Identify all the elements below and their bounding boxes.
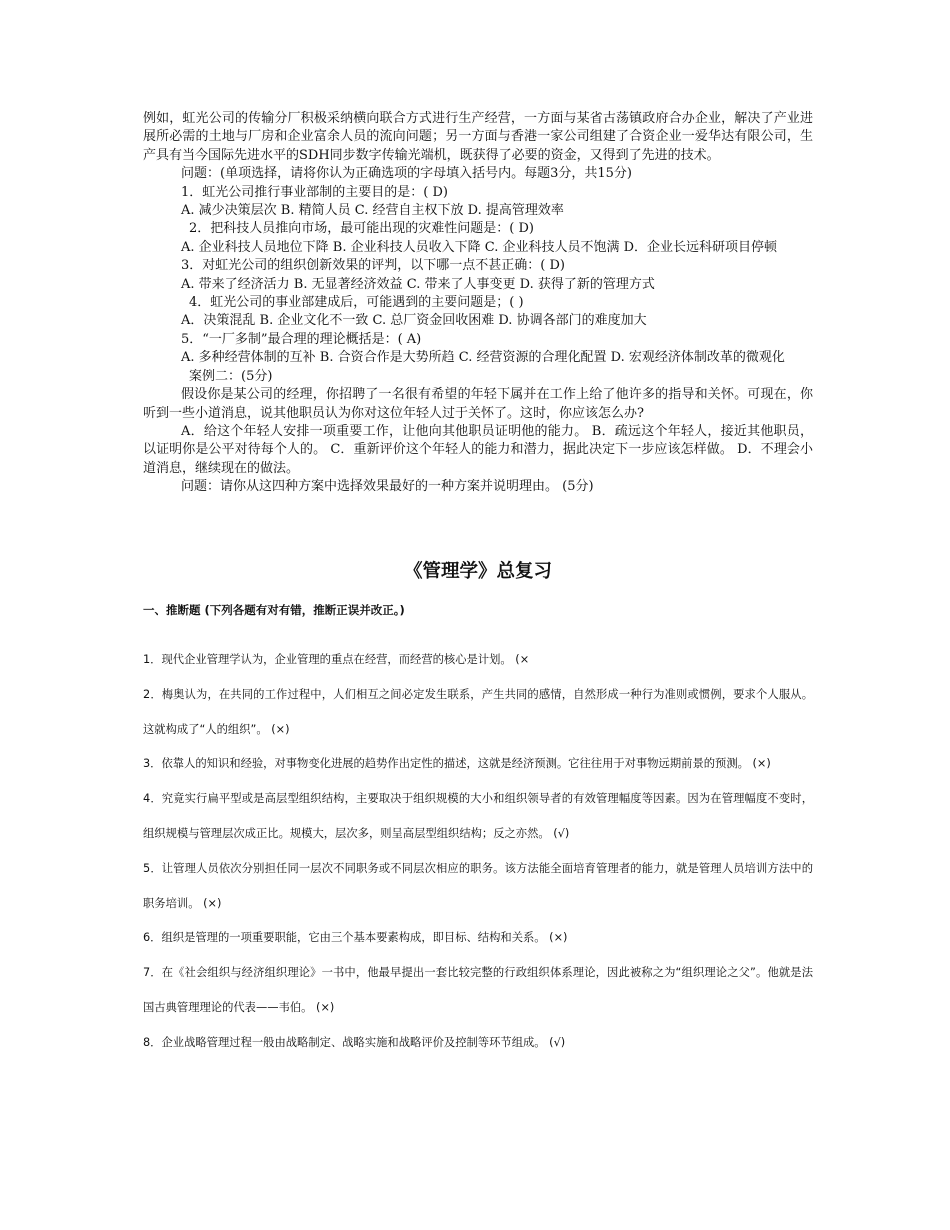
judgement-list [143, 643, 813, 1061]
question-4: 4．虹光公司的事业部建成后，可能遇到的主要问题是；( ) [189, 295, 524, 311]
list-item: 5．让管理人员依次分别担任同一层次不同职务或不同层次相应的职务。该方法能全面培育管理者的能力，就是管理人员培训方法中的职务培训。 (×) [143, 861, 813, 910]
question-5-options: A. 多种经营体制的互补 B. 合资合作是大势所趋 C. 经营资源的合理化配置 D. 宏观经济体制改革的微观化 [181, 350, 785, 366]
question-4-options: A．决策混乱 B. 企业文化不一致 C. 总厂资金回收困难 D. 协调各部门的难度加大 [181, 313, 647, 329]
case-two-question: 问题：请你从这四种方案中选择效果最好的一种方案并说明理由。 (5分) [181, 479, 594, 495]
list-item: 4．究竟实行扁平型或是高层型组织结构，主要取决于组织规模的大小和组织领导者的有效管理幅度等因素。因为在管理幅度不变时，组织规模与管理层次成正比。规模大，层次多，则呈高层型组织结构；反之亦然。 (√) [143, 792, 813, 840]
list-item: 6．组织是管理的一项重要职能，它由三个基本要素构成，即目标、结构和关系。 (×) [143, 931, 568, 945]
list-item: 1．现代企业管理学认为，企业管理的重点在经营，而经营的核心是计划。 (× [143, 653, 530, 666]
question-2-options: A. 企业科技人员地位下降 B. 企业科技人员收入下降 C. 企业科技人员不饱满 D．企业长远科研项目停顿 [181, 239, 778, 255]
case-two-heading: 案例二：(5分) [189, 368, 273, 384]
question-2: 2．把科技人员推向市场，最可能出现的灾难性问题是：( D) [189, 221, 534, 237]
document-page [143, 110, 813, 1049]
list-item: 8．企业战略管理过程一般由战略制定、战略实施和战略评价及控制等环节组成。 (√) [143, 1035, 566, 1049]
case-two-scenario: 假设你是某公司的经理，你招聘了一名很有希望的年轻下属并在工作上给了他许多的指导和关怀。可现在，你听到一些小道消息，说其他职员认为你对这位年轻人过于关怀了。这时，你应该怎么办? [143, 387, 813, 421]
section-heading: 一、推断题 (下列各题有对有错，推断正误并改正。) [143, 603, 405, 617]
list-item: 2．梅奥认为，在共同的工作过程中，人们相互之间必定发生联系，产生共同的感情，自然形成一种行为准则或惯例，要求个人服从。这就构成了“人的组织”。 (×) [143, 687, 813, 736]
question-3-options: A. 带来了经济活力 B. 无显著经济效益 C. 带来了人事变更 D. 获得了新的管理方式 [181, 276, 655, 292]
case-two-options: A．给这个年轻人安排一项重要工作，让他向其他职员证明他的能力。 B．疏远这个年轻人，接近其他职员，以证明你是公平对待每个人的。 C．重新评价这个年轻人的能力和潜力，据此决定下一步应该怎样做。 D．不理会小道消息，继续现在的做法。 [143, 423, 813, 476]
question-5: 5．“一厂多制”最合理的理论概括是：( A) [181, 331, 422, 347]
case-one-question-intro: 问题：(单项选择，请将你认为正确选项的字母填入括号内。每题3分，共15分) [181, 166, 632, 182]
list-item: 7．在《社会组织与经济组织理论》一书中，他最早提出一套比较完整的行政组织体系理论，因此被称之为“组织理论之父”。他就是法国古典管理理论的代表——韦伯。 (×) [143, 966, 813, 1014]
question-1-options: A. 减少决策层次 B. 精简人员 C. 经营自主权下放 D. 提高管理效率 [181, 203, 564, 219]
case-one-intro: 例如，虹光公司的传输分厂积极采纳横向联合方式进行生产经营，一方面与某省古荡镇政府合办企业，解决了产业进展所必需的土地与厂房和企业富余人员的流向问题；另一方面与香港一家公司组建了合资企业一爱华达有限公司，生产具有当今国际先进水平的SDH同步数字传输光端机，既获得了必要的资金，又得到了先进的技术。 [143, 111, 813, 163]
question-1: 1．虹光公司推行事业部制的主要目的是：( D) [181, 184, 448, 200]
question-3: 3．对虹光公司的组织创新效果的评判，以下哪一点不甚正确：( D) [181, 258, 565, 274]
list-item: 3．依靠人的知识和经验，对事物变化进展的趋势作出定性的描述，这就是经济预测。它往往用于对事物远期前景的预测。 (×) [143, 757, 771, 771]
page-title: 《管理学》总复习 [403, 561, 552, 582]
